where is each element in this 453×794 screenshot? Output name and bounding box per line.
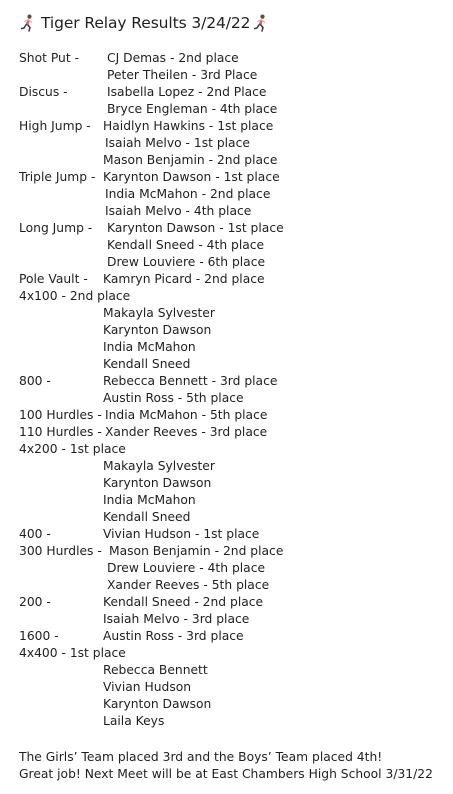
result-text: CJ Demas - 2nd place (107, 51, 239, 65)
result-text: Karynton Dawson (103, 476, 212, 490)
result-line (19, 679, 449, 696)
event-label: 100 Hurdles - (19, 408, 102, 422)
result-text: Isaiah Melvo - 1st place (105, 136, 250, 150)
result-line (19, 373, 449, 390)
result-line (19, 662, 449, 679)
result-line (19, 441, 449, 458)
result-line (19, 237, 449, 254)
result-line (19, 424, 449, 441)
result-text: Rebecca Bennett (103, 663, 208, 677)
result-text: Isaiah Melvo - 3rd place (103, 612, 250, 626)
result-line (19, 220, 449, 237)
result-line (19, 645, 449, 662)
result-text: Laila Keys (103, 714, 165, 728)
result-line (19, 203, 449, 220)
result-line (19, 84, 449, 101)
page-title (19, 10, 268, 36)
result-line (19, 152, 449, 169)
result-text: India McMahon - 5th place (105, 408, 268, 422)
result-text: Vivian Hudson - 1st place (103, 527, 260, 541)
result-line (19, 509, 449, 526)
event-label: 110 Hurdles - (19, 425, 102, 439)
result-line (19, 628, 449, 645)
result-text: India McMahon - 2nd place (105, 187, 271, 201)
result-text: Mason Benjamin - 2nd place (109, 544, 284, 558)
team-placement-text: The Girls’ Team placed 3rd and the Boys’ Team placed 4th! (19, 750, 383, 764)
event-label: 800 - (19, 374, 51, 388)
result-line (19, 288, 449, 305)
result-line (19, 186, 449, 203)
result-line (19, 696, 449, 713)
event-label: 4x100 - 2nd place (19, 289, 131, 303)
running-woman-icon (19, 14, 35, 32)
result-text: Karynton Dawson - 1st place (107, 221, 284, 235)
footer-note (19, 749, 449, 783)
result-text: Haidlyn Hawkins - 1st place (103, 119, 274, 133)
event-label: 1600 - (19, 629, 59, 643)
result-text: Xander Reeves - 5th place (107, 578, 270, 592)
result-text: India McMahon (103, 493, 196, 507)
event-label: Shot Put - (19, 51, 80, 65)
title-text: Tiger Relay Results 3/24/22 (41, 14, 251, 32)
result-text: Makayla Sylvester (103, 459, 215, 473)
running-woman-icon (252, 14, 268, 32)
result-text: Kendall Sneed - 2nd place (103, 595, 264, 609)
result-line (19, 458, 449, 475)
result-text: Karynton Dawson - 1st place (103, 170, 280, 184)
result-line (19, 67, 449, 84)
result-line (19, 118, 449, 135)
result-line (19, 407, 449, 424)
result-line (19, 50, 449, 67)
result-text: Kendall Sneed (103, 510, 191, 524)
result-text: Kamryn Picard - 2nd place (103, 272, 265, 286)
result-line (19, 390, 449, 407)
result-text: Isabella Lopez - 2nd Place (107, 85, 267, 99)
result-text: Vivian Hudson (103, 680, 192, 694)
result-line (19, 169, 449, 186)
result-line (19, 101, 449, 118)
result-text: Kendall Sneed (103, 357, 191, 371)
result-text: Karynton Dawson (103, 697, 212, 711)
result-line (19, 356, 449, 373)
result-line (19, 322, 449, 339)
result-line (19, 526, 449, 543)
result-line (19, 543, 449, 560)
result-text: Makayla Sylvester (103, 306, 215, 320)
result-text: Drew Louviere - 4th place (107, 561, 266, 575)
result-line (19, 339, 449, 356)
result-line (19, 577, 449, 594)
event-label: Long Jump - (19, 221, 93, 235)
result-text: Austin Ross - 3rd place (103, 629, 244, 643)
result-line (19, 713, 449, 730)
result-text: Xander Reeves - 3rd place (105, 425, 268, 439)
event-label: Triple Jump - (19, 170, 96, 184)
event-label: Pole Vault - (19, 272, 88, 286)
event-label: Discus - (19, 85, 68, 99)
result-text: Kendall Sneed - 4th place (107, 238, 265, 252)
event-label: 400 - (19, 527, 51, 541)
result-text: Karynton Dawson (103, 323, 212, 337)
result-line (19, 594, 449, 611)
results-list (19, 50, 449, 730)
result-text: Austin Ross - 5th place (103, 391, 244, 405)
result-text: Mason Benjamin - 2nd place (103, 153, 278, 167)
result-line (19, 492, 449, 509)
result-text: India McMahon (103, 340, 196, 354)
result-text: Isaiah Melvo - 4th place (105, 204, 252, 218)
event-label: 4x200 - 1st place (19, 442, 126, 456)
result-text: Bryce Engleman - 4th place (107, 102, 278, 116)
next-meet-text: Great job! Next Meet will be at East Chambers High School 3/31/22 (19, 767, 433, 781)
event-label: High Jump - (19, 119, 91, 133)
result-line (19, 475, 449, 492)
result-line (19, 135, 449, 152)
result-line (19, 611, 449, 628)
result-line (19, 254, 449, 271)
event-label: 200 - (19, 595, 51, 609)
result-line (19, 271, 449, 288)
result-text: Drew Louviere - 6th place (107, 255, 266, 269)
event-label: 4x400 - 1st place (19, 646, 126, 660)
result-text: Rebecca Bennett - 3rd place (103, 374, 278, 388)
result-line (19, 560, 449, 577)
event-label: 300 Hurdles - (19, 544, 102, 558)
result-line (19, 305, 449, 322)
result-text: Peter Theilen - 3rd Place (107, 68, 258, 82)
